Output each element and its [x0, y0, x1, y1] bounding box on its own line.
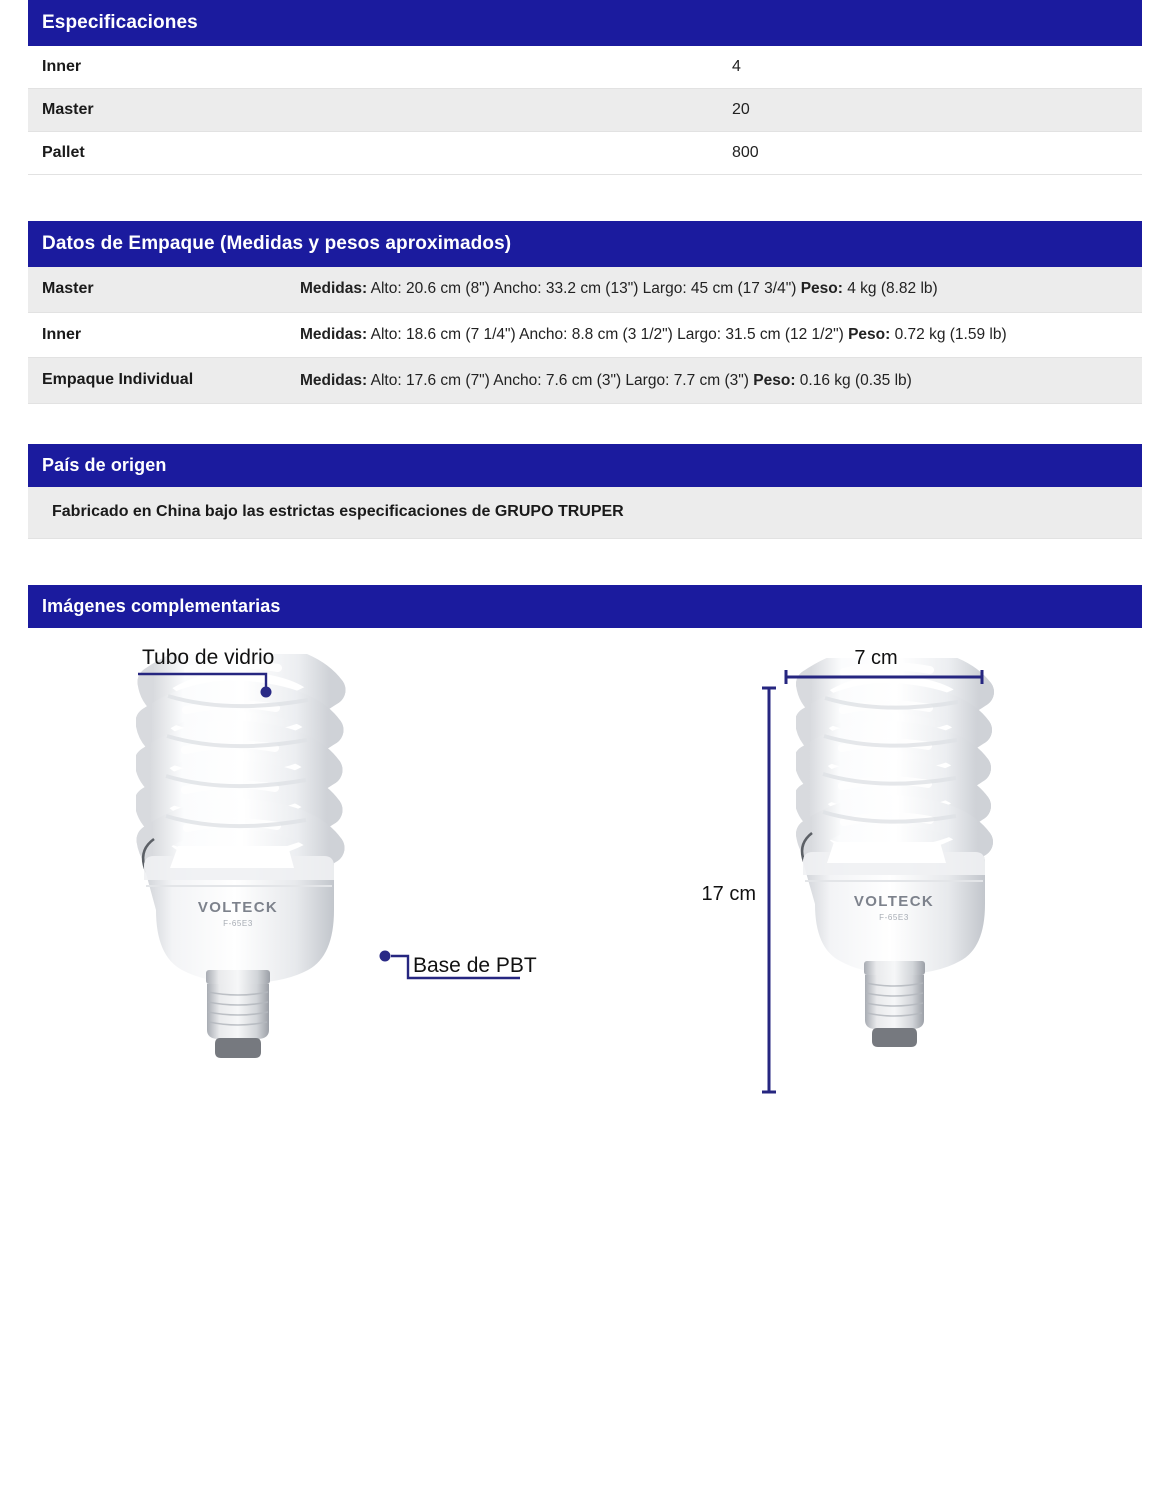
- callout-base-de-pbt: [380, 951, 537, 979]
- complementary-images-area: [28, 634, 1142, 1154]
- packaging-table: [28, 267, 1142, 404]
- callout-label-base: Base de PBT: [413, 954, 537, 978]
- dimension-label-height: 17 cm: [701, 883, 756, 906]
- packaging-label-inner: Inner: [28, 312, 286, 358]
- peso-label: Peso:: [848, 326, 891, 344]
- packaging-value-inner: [286, 312, 1142, 358]
- glass-spiral-tube: [809, 660, 979, 869]
- screw-base-e27: [865, 975, 924, 1029]
- packaging-label-empaque-individual: Empaque Individual: [28, 358, 286, 404]
- packaging-value-empaque-individual: [286, 358, 1142, 404]
- spacer: [28, 404, 1142, 444]
- medidas-value: Alto: 17.6 cm (7") Ancho: 7.6 cm (3") Largo: 7.7 cm (3"): [367, 371, 754, 389]
- medidas-label: Medidas:: [300, 326, 368, 344]
- medidas-value: Alto: 18.6 cm (7 1/4") Ancho: 8.8 cm (3 1/2") Largo: 31.5 cm (12 1/2"): [367, 326, 849, 344]
- medidas-label: Medidas:: [300, 371, 368, 389]
- spec-label-inner: Inner: [28, 46, 718, 89]
- brand-label: VOLTECK: [197, 899, 279, 917]
- screw-base-e27: [207, 984, 269, 1039]
- table-row: [28, 46, 1142, 89]
- table-row: [28, 267, 1142, 312]
- specifications-table: [28, 46, 1142, 175]
- glass-spiral-tube: [150, 656, 330, 876]
- table-row: [28, 89, 1142, 132]
- screw-collar: [206, 970, 270, 984]
- spacer: [28, 175, 1142, 221]
- spec-value-pallet: 800: [718, 132, 1142, 175]
- table-row: [28, 312, 1142, 358]
- model-label: F-65E3: [223, 919, 253, 929]
- spacer: [28, 539, 1142, 585]
- screw-tip-contact: [215, 1038, 261, 1058]
- callout-dot-tube: [261, 687, 272, 698]
- packaging-value-master: [286, 267, 1142, 312]
- section-header-imagenes-complementarias: Imágenes complementarias: [28, 585, 1142, 628]
- peso-value: 0.72 kg (1.59 lb): [890, 326, 1007, 344]
- origin-text: Fabricado en China bajo las estrictas especificaciones de GRUPO TRUPER: [28, 487, 1142, 539]
- screw-collar: [864, 961, 925, 975]
- callout-dot-base: [380, 951, 391, 962]
- base-window: [827, 842, 946, 863]
- table-row: [28, 132, 1142, 175]
- medidas-label: Medidas:: [300, 280, 368, 298]
- peso-label: Peso:: [753, 371, 796, 389]
- dimension-height: [702, 688, 776, 1092]
- peso-label: Peso:: [800, 280, 843, 298]
- base-window: [170, 846, 294, 868]
- section-header-datos-empaque: Datos de Empaque (Medidas y pesos aproximados): [28, 221, 1142, 267]
- screw-tip-contact: [872, 1028, 917, 1047]
- dimension-label-width: 7 cm: [854, 647, 898, 670]
- spec-value-master: 20: [718, 89, 1142, 132]
- peso-value: 0.16 kg (0.35 lb): [795, 371, 912, 389]
- spec-label-pallet: Pallet: [28, 132, 718, 175]
- callout-label-tube: Tubo de vidrio: [142, 646, 275, 670]
- model-label: F-65E3: [879, 913, 909, 923]
- dimensioned-bulb-svg: [668, 634, 1068, 1134]
- section-header-especificaciones: Especificaciones: [28, 0, 1142, 46]
- brand-label: VOLTECK: [853, 893, 935, 911]
- section-header-pais-de-origen: País de origen: [28, 444, 1142, 487]
- annotated-bulb-svg: [108, 634, 568, 1134]
- spec-label-master: Master: [28, 89, 718, 132]
- figure-dimensioned-bulb: [668, 634, 1068, 1134]
- peso-value: 4 kg (8.82 lb): [842, 280, 938, 298]
- packaging-label-master: Master: [28, 267, 286, 312]
- table-row: [28, 358, 1142, 404]
- figure-annotated-bulb: [108, 634, 568, 1134]
- medidas-value: Alto: 20.6 cm (8") Ancho: 33.2 cm (13") Largo: 45 cm (17 3/4"): [367, 280, 801, 298]
- spec-value-inner: 4: [718, 46, 1142, 89]
